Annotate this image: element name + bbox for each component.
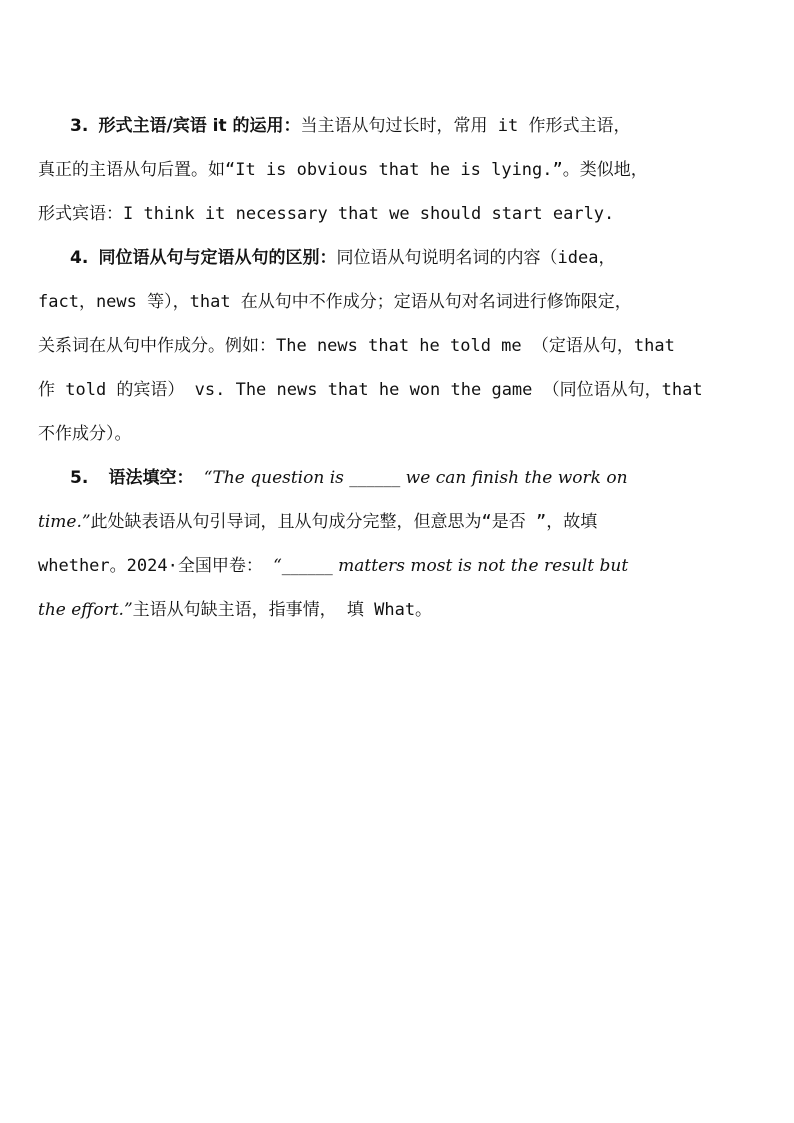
item-5-line-4 — [38, 588, 760, 632]
item-4-text-1: 同位语从句说明名词的内容（idea， — [336, 248, 616, 268]
item-5-explanation-2: 主语从句缺主语，指事情， 填 What。 — [132, 600, 433, 620]
item-5-question-2-end: the effort.” — [38, 600, 133, 620]
item-3-text-3: 形式宾语：I think it necessary that we should start early. — [38, 204, 615, 224]
item-3-number: 3. — [70, 116, 89, 136]
item-3-heading: 形式主语/宾语 it 的运用： — [98, 116, 301, 136]
item-5-question-1-end: time.” — [38, 512, 91, 532]
item-3-line-1 — [38, 104, 760, 148]
item-5 — [38, 456, 760, 632]
item-3-text-2: 真正的主语从句后置。如“It is obvious that he is lying.”。类似地， — [38, 160, 648, 180]
item-4-text-3: 关系词在从句中作成分。例如：The news that he told me （定语从句，that — [38, 336, 675, 356]
item-4-line-1 — [38, 236, 760, 280]
item-4-text-4: 作 told 的宾语） vs. The news that he won the game （同位语从句，that — [38, 380, 703, 400]
item-5-question-1: “The question is ______ we can finish the work on — [203, 468, 628, 488]
item-4-number: 4. — [70, 248, 89, 268]
item-5-line-3 — [38, 544, 760, 588]
item-3-text-1: 当主语从句过长时，常用 it 作形式主语， — [300, 116, 631, 136]
item-5-line-2 — [38, 500, 760, 544]
item-5-line-1 — [38, 456, 760, 500]
item-4-text-5: 不作成分）。 — [38, 424, 132, 444]
item-5-heading: 语法填空： — [108, 468, 194, 488]
item-4 — [38, 236, 760, 456]
item-4-heading: 同位语从句与定语从句的区别： — [98, 248, 337, 268]
item-4-text-2: fact，news 等），that 在从句中不作成分；定语从句对名词进行修饰限定， — [38, 292, 632, 312]
item-5-explanation-1: 此处缺表语从句引导词，且从句成分完整，但意思为“是否 ”，故填 — [90, 512, 598, 532]
document-page — [38, 104, 760, 632]
item-5-number: 5. — [70, 468, 89, 488]
item-5-source: whether。2024·全国甲卷： — [38, 556, 263, 576]
item-5-question-2: “______ matters most is not the result but — [273, 556, 629, 576]
item-3 — [38, 104, 760, 236]
